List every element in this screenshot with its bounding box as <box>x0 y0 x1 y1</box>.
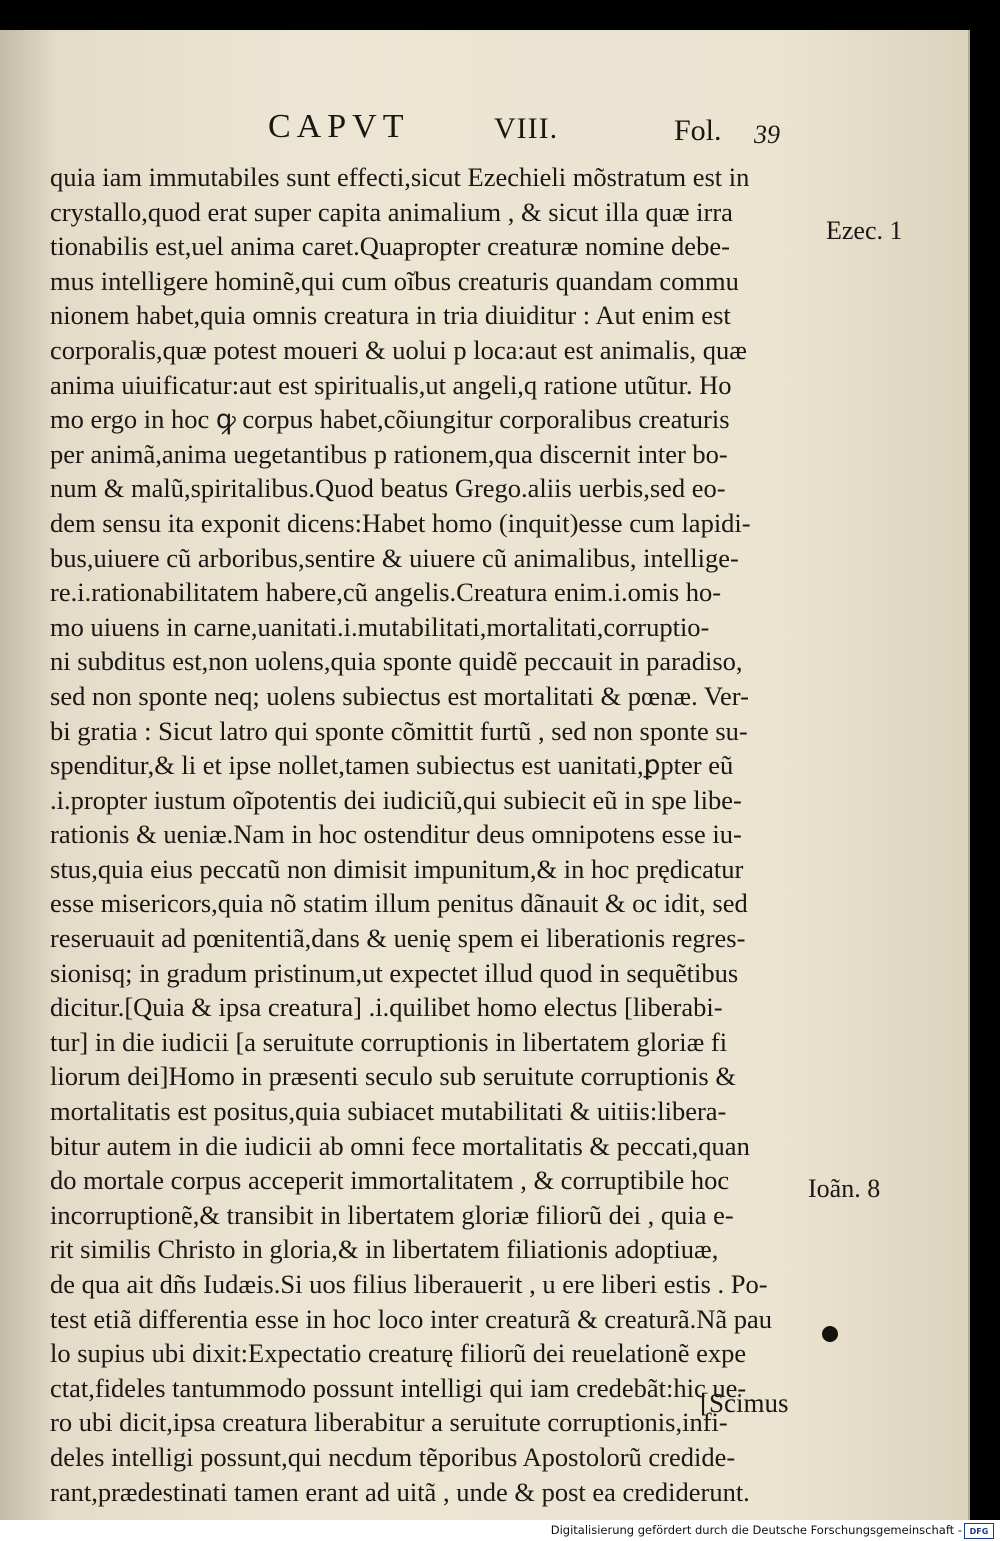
text-line: bi gratia : Sicut latro qui sponte cõmittit furtũ , sed non sponte su- <box>50 715 748 746</box>
text-line: sionisq; in gradum pristinum,ut expectet illud quod in sequẽtibus <box>50 957 739 988</box>
text-line: liorum dei]Homo in præsenti seculo sub seruitute corruptionis & <box>50 1061 736 1092</box>
text-line: esse misericors,quia nõ statim illum penitus dãnauit & oc idit, sed <box>50 888 748 919</box>
text-line: tur] in die iudicii [a seruitute corruptionis in libertatem gloriæ fi <box>50 1026 728 1057</box>
catchword: [Scimus <box>700 1388 789 1418</box>
text-line: corporalis,quæ potest moueri & uolui p loca:aut est animalis, quæ <box>50 334 747 365</box>
text-line: bitur autem in die iudicii ab omni fece mortalitatis & peccati,quan <box>50 1130 750 1161</box>
margin-note-ezec: Ezec. 1 <box>826 216 903 245</box>
text-line: num & malũ,spiritalibus.Quod beatus Grego.aliis uerbis,sed eo- <box>50 473 726 504</box>
text-line: spenditur,& li et ipse nollet,tamen subiectus est uanitati,ꝑpter eũ <box>50 750 734 781</box>
ink-dot-mark <box>822 1326 838 1342</box>
margin-note-ioan: Ioãn. 8 <box>808 1174 881 1203</box>
text-line: dem sensu ita exponit dicens:Habet homo (inquit)esse cum lapidi- <box>50 507 751 538</box>
text-line: mo ergo in hoc ꝙ corpus habet,cõiungitur corporalibus creaturis <box>50 404 730 435</box>
text-line: rit similis Christo in gloria,& in libertatem filiationis adoptiuæ, <box>50 1234 719 1265</box>
footer-credit: Digitalisierung gefördert durch die Deutsche Forschungsgemeinschaft - <box>550 1523 962 1537</box>
text-line: rant,prædestinati tamen erant ad uitã , unde & post ea crediderunt. <box>50 1476 750 1507</box>
text-line: tionabilis est,uel anima caret.Quapropter creaturæ nomine debe- <box>50 231 730 262</box>
text-line: sed non sponte neq; uolens subiectus est mortalitati & pœnæ. Ver- <box>50 680 749 711</box>
dfg-logo-icon: DFG <box>964 1523 994 1539</box>
text-line: de qua ait dñs Iudæis.Si uos filius liberauerit , u ere liberi estis . Po- <box>50 1269 768 1299</box>
header-folio-number: 39 <box>754 120 780 149</box>
header-caput: CAPVT <box>268 108 410 145</box>
footer-bar <box>0 1520 1000 1541</box>
text-line: quia iam immutabiles sunt effecti,sicut Ezechieli mõstratum est in <box>50 162 750 192</box>
book-page <box>0 30 970 1520</box>
text-line: ro ubi dicit,ipsa creatura liberabitur a seruitute corruptionis,infi- <box>50 1407 728 1438</box>
text-line: stus,quia eius peccatũ non dimisit impunitum,& in hoc prędicatur <box>50 853 744 884</box>
running-header <box>0 106 968 156</box>
text-line: crystallo,quod erat super capita animalium , & sicut illa quæ irra <box>50 196 733 227</box>
text-line: lo supius ubi dixit:Expectatio creaturę filiorũ dei reuelationẽ expe <box>50 1338 747 1369</box>
text-line: .i.propter iustum oĩpotentis dei iudiciũ,qui subiecit eũ in spe libe- <box>50 784 742 815</box>
text-line: per animã,anima uegetantibus p rationem,qua discernit inter bo- <box>50 438 728 469</box>
text-line: re.i.rationabilitatem habere,cũ angelis.Creatura enim.i.omis ho- <box>50 577 722 608</box>
text-line: do mortale corpus acceperit immortalitatem , & corruptibile hoc <box>50 1165 730 1196</box>
text-line: mortalitatis est positus,quia subiacet mutabilitati & uitiis:libera- <box>50 1096 727 1127</box>
text-line: deles intelligi possunt,qui necdum tẽporibus Apostolorũ credide- <box>50 1441 736 1472</box>
text-line: dicitur.[Quia & ipsa creatura] .i.quilibet homo electus [liberabi- <box>50 992 723 1023</box>
text-line: incorruptionẽ,& transibit in libertatem gloriæ filiorũ dei , quia e- <box>50 1199 734 1230</box>
text-line: bus,uiuere cũ arboribus,sentire & uiuere cũ animalibus, intellige- <box>50 542 739 573</box>
text-line: test etiã differentia esse in hoc loco inter creaturã & creaturã.Nã pau <box>50 1303 773 1334</box>
main-text-block <box>50 160 810 1509</box>
text-line: ni subditus est,non uolens,quia sponte quidẽ peccauit in paradiso, <box>50 646 743 677</box>
header-chapter: VIII. <box>494 112 559 145</box>
text-line: ctat,fideles tantummodo possunt intelligi qui iam credebãt:hic ue- <box>50 1372 747 1403</box>
text-line: nionem habet,quia omnis creatura in tria diuiditur : Aut enim est <box>50 300 731 331</box>
text-line: reseruauit ad pœnitentiã,dans & uenię spem ei liberationis regres- <box>50 923 746 954</box>
text-line: mo uiuens in carne,uanitati.i.mutabilitati,mortalitati,corruptio- <box>50 611 710 642</box>
header-fol: Fol. <box>674 114 722 147</box>
text-line: mus intelligere hominẽ,qui cum oĩbus creaturis quandam commu <box>50 265 739 296</box>
text-line: rationis & ueniæ.Nam in hoc ostenditur deus omnipotens esse iu- <box>50 819 742 850</box>
text-line: anima uiuificatur:aut est spiritualis,ut angeli,q ratione utũtur. Ho <box>50 369 732 400</box>
